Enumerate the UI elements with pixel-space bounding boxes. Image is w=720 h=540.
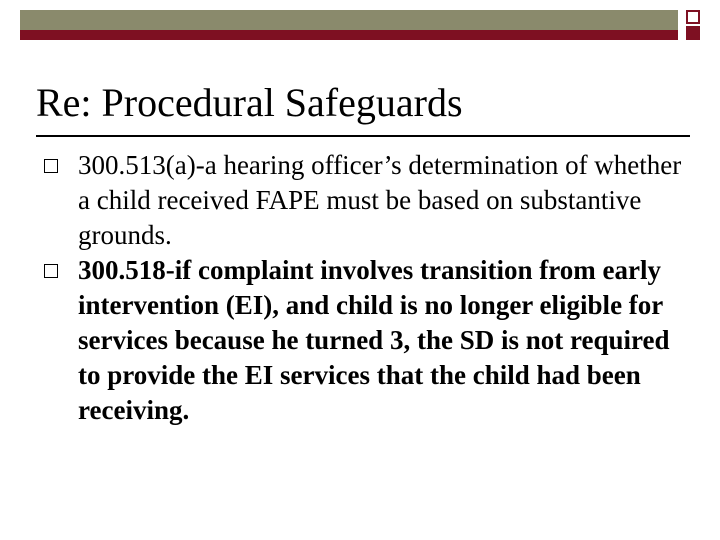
corner-filled-square-icon <box>686 26 700 40</box>
header-decorative-band <box>20 10 678 40</box>
bullet-text-1: 300.513(a)-a hearing officer’s determination of whether a child received FAPE must be based on substantive grounds. <box>78 150 682 250</box>
slide-title: Re: Procedural Safeguards <box>36 80 463 125</box>
title-underline-divider <box>36 135 690 137</box>
bullet-item-2 <box>40 253 690 428</box>
bullet-item-1 <box>40 148 690 253</box>
bullet-text-2: 300.518-if complaint involves transition from early intervention (EI), and child is no longer eligible for services because he turned 3, the SD is not required to provide the EI services that the child had been receiving. <box>78 255 670 425</box>
corner-square-icon <box>686 10 700 24</box>
hollow-square-bullet-icon <box>44 159 58 173</box>
bullet-list <box>40 148 690 428</box>
hollow-square-bullet-icon <box>44 264 58 278</box>
